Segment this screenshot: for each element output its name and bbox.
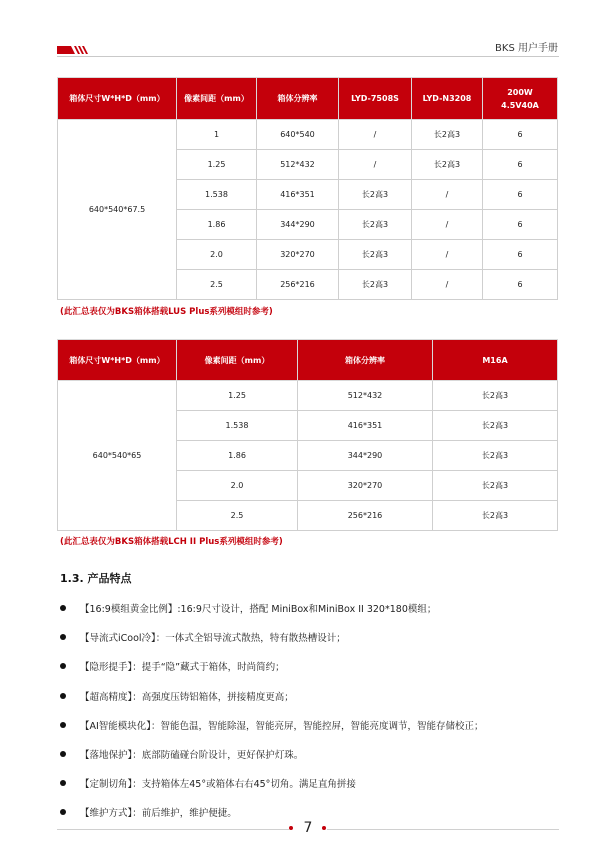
cabinet-size-cell: 640*540*65 bbox=[58, 381, 177, 531]
feature-text: 【16:9模组黄金比例】:16:9尺寸设计，搭配 MiniBox和MiniBox II 320*180模组； bbox=[80, 604, 437, 615]
table-cell: 长2高3 bbox=[433, 411, 558, 441]
list-item bbox=[60, 718, 560, 747]
table-cell: 1.25 bbox=[177, 150, 257, 180]
list-item bbox=[60, 776, 560, 805]
table-cell: 256*216 bbox=[257, 270, 339, 300]
table-cell: 长2高3 bbox=[412, 150, 483, 180]
table-row bbox=[58, 381, 558, 411]
bullet-icon bbox=[60, 751, 66, 757]
bullet-icon bbox=[60, 780, 66, 786]
table-cell: 长2高3 bbox=[433, 471, 558, 501]
table-cell: 长2高3 bbox=[433, 441, 558, 471]
footer-dot-icon bbox=[289, 826, 293, 830]
feature-text: 【落地保护】：底部防磕碰台阶设计，更好保护灯珠。 bbox=[80, 749, 304, 761]
table-cell: 2.5 bbox=[177, 270, 257, 300]
table-cell: 2.0 bbox=[177, 471, 298, 501]
header-divider bbox=[57, 56, 559, 57]
table-cell: / bbox=[412, 240, 483, 270]
feature-text: 【超高精度】：高强度压铸铝箱体，拼接精度更高； bbox=[80, 691, 294, 703]
page-number: 7 bbox=[303, 820, 313, 836]
table-cell: 6 bbox=[483, 180, 558, 210]
table-cell: 2.0 bbox=[177, 240, 257, 270]
list-item bbox=[60, 689, 560, 718]
feature-list bbox=[60, 601, 560, 835]
feature-text: 【AI智能模块化】：智能色温，智能除湿，智能亮屏，智能控屏，智能亮度调节，智能存储校正； bbox=[80, 720, 484, 732]
footer-dot-icon bbox=[322, 826, 326, 830]
table-cell: 长2高3 bbox=[433, 381, 558, 411]
table-cell: 长2高3 bbox=[339, 240, 412, 270]
table-cell: 416*351 bbox=[298, 411, 433, 441]
table-note-lus: (此汇总表仅为BKS箱体搭载LUS Plus系列模组时参考) bbox=[60, 307, 273, 317]
feature-text: 【维护方式】：前后维护，维护便捷。 bbox=[80, 808, 237, 820]
table-cell: 1 bbox=[177, 120, 257, 150]
table-cell: 256*216 bbox=[298, 501, 433, 531]
footer-divider-right bbox=[327, 829, 559, 830]
table-cell: 640*540 bbox=[257, 120, 339, 150]
table-cell: 6 bbox=[483, 150, 558, 180]
list-item bbox=[60, 601, 560, 630]
list-item bbox=[60, 747, 560, 776]
table-note-lch: (此汇总表仅为BKS箱体搭载LCH II Plus系列模组时参考) bbox=[60, 537, 283, 547]
table-cell: 6 bbox=[483, 120, 558, 150]
table-cell: / bbox=[412, 270, 483, 300]
table-cell: 320*270 bbox=[257, 240, 339, 270]
footer-divider-left bbox=[57, 829, 289, 830]
section-title: 1.3. 产品特点 bbox=[60, 572, 132, 585]
col-header-resolution: 箱体分辨率 bbox=[257, 78, 339, 120]
table-cell: 1.538 bbox=[177, 411, 298, 441]
table-header-row bbox=[58, 340, 558, 381]
col-header-pitch: 像素间距（mm） bbox=[177, 78, 257, 120]
col-header-size: 箱体尺寸W*H*D（mm） bbox=[58, 340, 177, 381]
bullet-icon bbox=[60, 693, 66, 699]
feature-text: 【定制切角】：支持箱体左45°或箱体右右45°切角。满足直角拼接 bbox=[80, 779, 356, 791]
header-title: BKS 用户手册 bbox=[495, 43, 558, 54]
spec-table-lus bbox=[57, 77, 558, 300]
table-cell: 512*432 bbox=[298, 381, 433, 411]
bullet-icon bbox=[60, 634, 66, 640]
table-cell: 344*290 bbox=[257, 210, 339, 240]
table-cell: / bbox=[339, 150, 412, 180]
table-cell: 6 bbox=[483, 210, 558, 240]
table-cell: 长2高3 bbox=[412, 120, 483, 150]
list-item bbox=[60, 630, 560, 659]
table-cell: / bbox=[339, 120, 412, 150]
table-cell: 1.538 bbox=[177, 180, 257, 210]
list-item bbox=[60, 659, 560, 688]
table-cell: 512*432 bbox=[257, 150, 339, 180]
bullet-icon bbox=[60, 809, 66, 815]
table-cell: 1.86 bbox=[177, 210, 257, 240]
bullet-icon bbox=[60, 605, 66, 611]
bullet-icon bbox=[60, 663, 66, 669]
bullet-icon bbox=[60, 722, 66, 728]
table-row bbox=[58, 120, 558, 150]
col-header-m16a: M16A bbox=[433, 340, 558, 381]
table-cell: 344*290 bbox=[298, 441, 433, 471]
table-cell: / bbox=[412, 180, 483, 210]
table-cell: 1.86 bbox=[177, 441, 298, 471]
spec-table-lch bbox=[57, 339, 558, 531]
feature-text: 【隐形提手】：提手“隐”藏式于箱体，时尚简约； bbox=[80, 662, 285, 674]
col-header-resolution: 箱体分辨率 bbox=[298, 340, 433, 381]
table-header-row bbox=[58, 78, 558, 120]
col-header-pitch: 像素间距（mm） bbox=[177, 340, 298, 381]
table-cell: 长2高3 bbox=[339, 180, 412, 210]
table-cell: 长2高3 bbox=[433, 501, 558, 531]
table-cell: 416*351 bbox=[257, 180, 339, 210]
table-cell: 长2高3 bbox=[339, 210, 412, 240]
table-cell: 320*270 bbox=[298, 471, 433, 501]
cabinet-size-cell: 640*540*67.5 bbox=[58, 120, 177, 300]
table-cell: 6 bbox=[483, 240, 558, 270]
table-cell: / bbox=[412, 210, 483, 240]
brand-logo bbox=[57, 44, 91, 54]
feature-text: 【导流式iCool冷】：一体式全铝导流式散热，特有散热槽设计； bbox=[80, 633, 346, 645]
col-header-lyd-n3208: LYD-N3208 bbox=[412, 78, 483, 120]
table-cell: 2.5 bbox=[177, 501, 298, 531]
table-cell: 1.25 bbox=[177, 381, 298, 411]
table-cell: 6 bbox=[483, 270, 558, 300]
table-cell: 长2高3 bbox=[339, 270, 412, 300]
col-header-power: 200W 4.5V40A bbox=[483, 78, 558, 120]
col-header-lyd-7508s: LYD-7508S bbox=[339, 78, 412, 120]
col-header-size: 箱体尺寸W*H*D（mm） bbox=[58, 78, 177, 120]
